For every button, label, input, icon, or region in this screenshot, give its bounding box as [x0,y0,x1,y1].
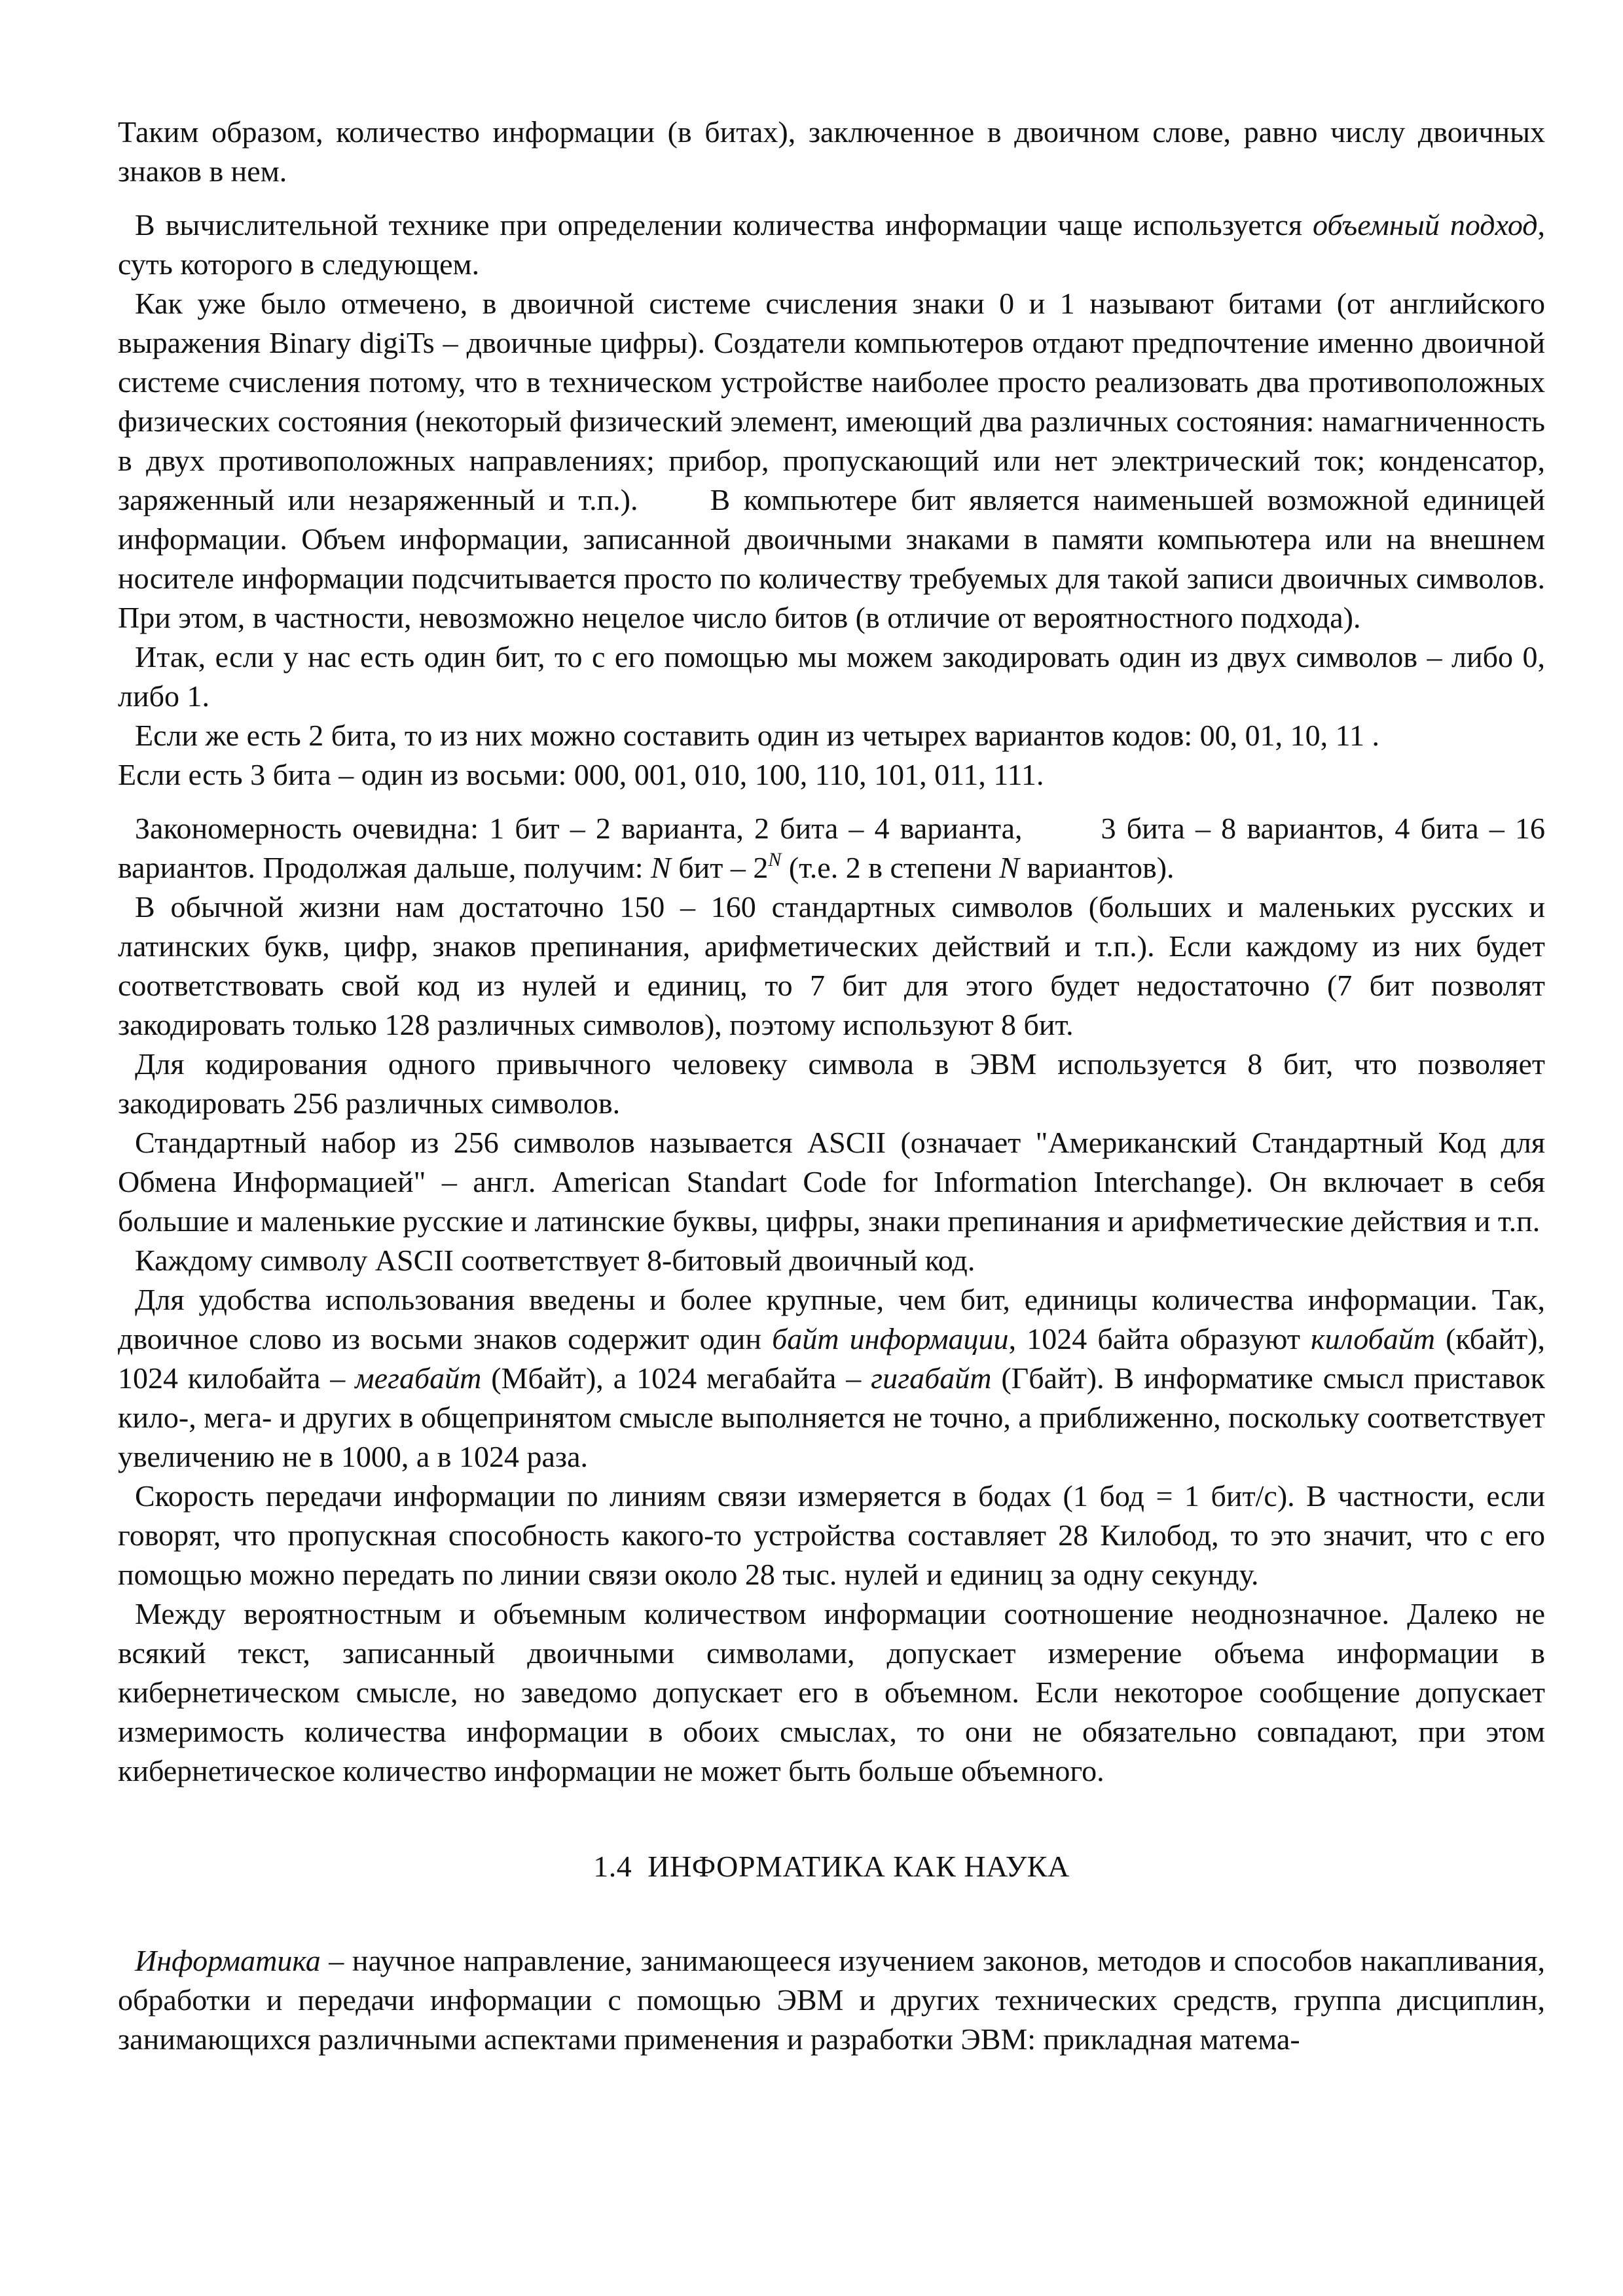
term-kilobyte: килобайт [1311,1322,1435,1355]
paragraph-standard-symbols: В обычной жизни нам достаточно 150 – 160 стандартных символов (больших и маленьких русских и латинских букв, цифр, знаков препинания, арифметических действий и т.п.). Если каждому из них будет соответствовать свой код из нулей и единиц, то 7 бит для этого будет недостаточно (7 бит позволят закодировать только 128 различных символов), поэтому используют 8 бит. [118,890,1545,1041]
paragraph-one-bit: Итак, если у нас есть один бит, то с его помощью мы можем закодировать один из двух символов – либо 0, либо 1. [118,640,1545,713]
term-byte: байт информации [772,1322,1009,1355]
term-megabyte: мегабайт [355,1361,482,1395]
section-title: ИНФОРМАТИКА КАК НАУКА [647,1850,1070,1883]
text-column [118,113,1545,2059]
paragraph-baud: Скорость передачи информации по линиям связи измеряется в бодах (1 бод = 1 бит/с). В частности, если говорят, что пропускная способность какого-то устройства составляет 28 Килобод, то это значит, что с его помощью можно передать по линии связи около 28 тыс. нулей и единиц за одну секунду. [118,1479,1545,1591]
paragraph-eight-bits: Для кодирования одного привычного человеку символа в ЭВМ используется 8 бит, что позволяет закодировать 256 различных символов. [118,1047,1545,1120]
paragraph-ascii: Стандартный набор из 256 символов называется ASCII (означает "Американский Стандартный Код для Обмена Информацией" – англ. American Standart Code for Information Interchange). Он включает в себя большие и маленькие русские и латинские буквы, цифры, знаки препинания и арифметические действия и т.п. [118,1126,1545,1238]
term-informatics: Информатика [135,1944,321,1977]
paragraph-bits-summary: Таким образом, количество информации (в битах), заключенное в двоичном слове, равно числу двоичных знаков в нем. [118,115,1545,188]
paragraph-ascii-code: Каждому символу ASCII соответствует 8-битовый двоичный код. [135,1244,976,1277]
paragraph-relation: Между вероятностным и объемным количеством информации соотношение неоднозначное. Далеко не всякий текст, записанный двоичными символами, допускает измерение объема информации в кибернетическом смысле, но заведомо допускает его в объемном. Если некоторое сообщение допускает измеримость количества информации в обоих смыслах, то они не обязательно совпадают, при этом кибернетическое количество информации не может быть больше объемного. [118,1597,1545,1787]
paragraph-informatics: Информатика – научное направление, занимающееся изучением законов, методов и способов накапливания, обработки и передачи информации с помощью ЭВМ и других технических средств, группа дисциплин, занимающихся различными аспектами применения и разработки ЭВМ: прикладная матема- [118,1944,1545,2056]
term-volume-approach: объемный подход [1313,208,1538,242]
paragraph-two-bits: Если же есть 2 бита, то из них можно составить один из четырех вариантов кодов: 00, 01, 10, 11 . [135,719,1379,752]
paragraph-units: Для удобства использования введены и более крупные, чем бит, единицы количества информации. Так, двоичное слово из восьми знаков содержит один байт информации, 1024 байта образуют килобайт (кбайт), 1024 килобайта – мегабайт (Мбайт), а 1024 мегабайта – гигабайт (Гбайт). В информатике смысл приставок кило-, мега- и других в общепринятом смысле выполняется не точно, а приближенно, поскольку соответствует увеличению не в 1000, а в 1024 раза. [118,1283,1545,1473]
paragraph-volume-approach: В вычислительной технике при определении количества информации чаще используется объемный подход, суть которого в следующем. [118,208,1545,281]
paragraph-pattern: Закономерность очевидна: 1 бит – 2 варианта, 2 бита – 4 варианта, 3 бита – 8 вариантов, 4 бита – 16 вариантов. Продолжая дальше, получим: N бит – $2^N$ (т.е. 2 в степени N вариантов). [118,812,1546,884]
term-gigabyte: гигабайт [871,1361,992,1395]
section-heading [118,1847,1545,1886]
paragraph-three-bits: Если есть 3 бита – один из восьми: 000, 001, 010, 100, 110, 101, 011, 111. [118,758,1044,791]
section-number: 1.4 [593,1850,632,1883]
paragraph-binary-digits: Как уже было отмечено, в двоичной системе счисления знаки 0 и 1 называют битами (от английского выражения Binary digiTs – двоичные цифры). Создатели компьютеров отдают предпочтение именно двоичной системе счисления потому, что в техническом устройстве наиболее просто реализовать два противоположных физических состояния (некоторый физический элемент, имеющий два различных состояния: намагниченность в двух противоположных направлениях; прибор, пропускающий или нет электрический ток; конденсатор, заряженный или незаряженный и т.п.). В компьютере бит является наименьшей возможной единицей информации. Объем информации, записанной двоичными знаками в памяти компьютера или на внешнем носителе информации подсчитывается просто по количеству требуемых для такой записи двоичных символов. При этом, в частности, невозможно нецелое число битов (в отличие от вероятностного подхода). [118,287,1545,634]
